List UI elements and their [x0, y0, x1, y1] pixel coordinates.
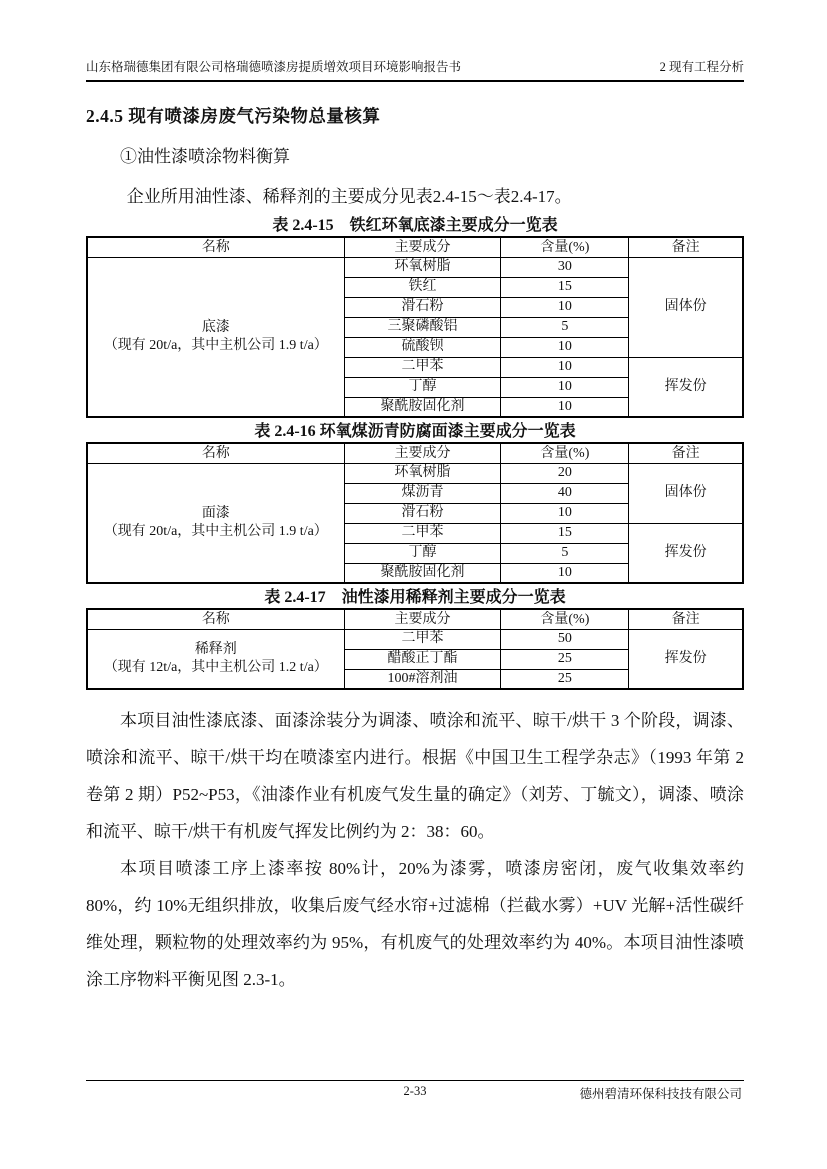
table-title-2-4-16: 表 2.4-16 环氧煤沥青防腐面漆主要成分一览表 [254, 423, 576, 440]
content-cell: 10 [501, 337, 629, 357]
page-content [86, 0, 744, 998]
column-header-component: 主要成分 [344, 609, 501, 629]
section-subheading: ①油性漆喷涂物料衡算 [120, 147, 290, 166]
column-header-remark: 备注 [629, 443, 743, 463]
page-number: 2-33 [403, 1084, 427, 1098]
table-2-4-15 [86, 236, 744, 418]
column-header-content: 含量(%) [501, 609, 629, 629]
component-cell: 二甲苯 [344, 629, 501, 649]
column-header-remark: 备注 [629, 609, 743, 629]
page-footer [86, 1080, 744, 1099]
component-cell: 丁醇 [344, 543, 501, 563]
table-row [87, 257, 743, 277]
content-cell: 15 [501, 277, 629, 297]
component-cell: 丁醇 [344, 377, 501, 397]
table-header-row [87, 237, 743, 257]
paint-annual-usage: （现有 20t/a，其中主机公司 1.9 t/a） [103, 523, 328, 539]
content-cell: 10 [501, 503, 629, 523]
column-header-name: 名称 [87, 609, 344, 629]
section-heading: 2.4.5 现有喷漆房废气污染物总量核算 [86, 106, 381, 126]
footer-company-name: 德州碧清环保科技技有限公司 [579, 1087, 742, 1101]
remark-cell: 挥发份 [629, 629, 743, 689]
content-cell: 10 [501, 397, 629, 417]
content-cell: 10 [501, 357, 629, 377]
content-cell: 40 [501, 483, 629, 503]
table-header-row [87, 443, 743, 463]
table-row [87, 463, 743, 483]
component-cell: 醋酸正丁酯 [344, 649, 501, 669]
content-cell: 50 [501, 629, 629, 649]
paint-name-cell [87, 463, 344, 583]
content-cell: 20 [501, 463, 629, 483]
paint-name: 底漆 [201, 320, 230, 336]
component-cell: 二甲苯 [344, 357, 501, 377]
component-cell: 二甲苯 [344, 523, 501, 543]
paint-annual-usage: （现有 12t/a，其中主机公司 1.2 t/a） [103, 659, 328, 675]
body-paragraph-spray-efficiency: 本项目喷漆工序上漆率按 80%计，20%为漆雾，喷漆房密闭，废气收集效率约 80%，约 10%无组织排放，收集后废气经水帘+过滤棉（拦截水雾）+UV 光解+活性碳纤维处理，颗粒物的处理效率约为 95%，有机废气的处理效率约为 40%。本项目油性漆喷涂工序物料平衡见图 2.3-1。 [86, 859, 744, 989]
component-cell: 硫酸钡 [344, 337, 501, 357]
content-cell: 15 [501, 523, 629, 543]
component-cell: 煤沥青 [344, 483, 501, 503]
intro-sentence: 企业所用油性漆、稀释剂的主要成分见表2.4-15～表2.4-17。 [126, 187, 572, 206]
table-title-2-4-17: 表 2.4-17 油性漆用稀释剂主要成分一览表 [264, 589, 566, 606]
column-header-name: 名称 [87, 443, 344, 463]
component-cell: 环氧树脂 [344, 463, 501, 483]
header-chapter-label: 2 现有工程分析 [659, 60, 744, 74]
header-report-title: 山东格瑞德集团有限公司格瑞德喷漆房提质增效项目环境影响报告书 [86, 60, 462, 74]
component-cell: 滑石粉 [344, 297, 501, 317]
content-cell: 10 [501, 377, 629, 397]
component-cell: 三聚磷酸铝 [344, 317, 501, 337]
paint-annual-usage: （现有 20t/a，其中主机公司 1.9 t/a） [103, 337, 328, 353]
column-header-component: 主要成分 [344, 443, 501, 463]
paint-name: 面漆 [201, 506, 230, 522]
paint-name: 稀释剂 [194, 642, 237, 658]
body-paragraph-coating-stages: 本项目油性漆底漆、面漆涂装分为调漆、喷涂和流平、晾干/烘干 3 个阶段，调漆、喷涂和流平、晾干/烘干均在喷漆室内进行。根据《中国卫生工程学杂志》（1993 年第 2 卷第 2 期）P52~P53，《油漆作业有机废气发生量的确定》（刘芳、丁毓文），调漆、喷涂和流平、晾干/烘干有机废气挥发比例约为 2：38：60。 [86, 711, 744, 841]
column-header-component: 主要成分 [344, 237, 501, 257]
component-cell: 铁红 [344, 277, 501, 297]
component-cell: 100#溶剂油 [344, 669, 501, 689]
table-title-2-4-15: 表 2.4-15 铁红环氧底漆主要成分一览表 [272, 217, 558, 234]
component-cell: 聚酰胺固化剂 [344, 397, 501, 417]
content-cell: 25 [501, 669, 629, 689]
remark-cell: 固体份 [629, 463, 743, 523]
content-cell: 10 [501, 563, 629, 583]
content-cell: 10 [501, 297, 629, 317]
remark-cell: 挥发份 [629, 357, 743, 417]
remark-cell: 挥发份 [629, 523, 743, 583]
content-cell: 5 [501, 543, 629, 563]
content-cell: 25 [501, 649, 629, 669]
remark-cell: 固体份 [629, 257, 743, 357]
column-header-name: 名称 [87, 237, 344, 257]
component-cell: 环氧树脂 [344, 257, 501, 277]
paint-name-cell [87, 629, 344, 689]
component-cell: 聚酰胺固化剂 [344, 563, 501, 583]
content-cell: 30 [501, 257, 629, 277]
table-header-row [87, 609, 743, 629]
table-2-4-16 [86, 442, 744, 584]
column-header-content: 含量(%) [501, 237, 629, 257]
content-cell: 5 [501, 317, 629, 337]
component-cell: 滑石粉 [344, 503, 501, 523]
table-2-4-17 [86, 608, 744, 690]
column-header-remark: 备注 [629, 237, 743, 257]
table-row [87, 629, 743, 649]
column-header-content: 含量(%) [501, 443, 629, 463]
paint-name-cell [87, 257, 344, 417]
